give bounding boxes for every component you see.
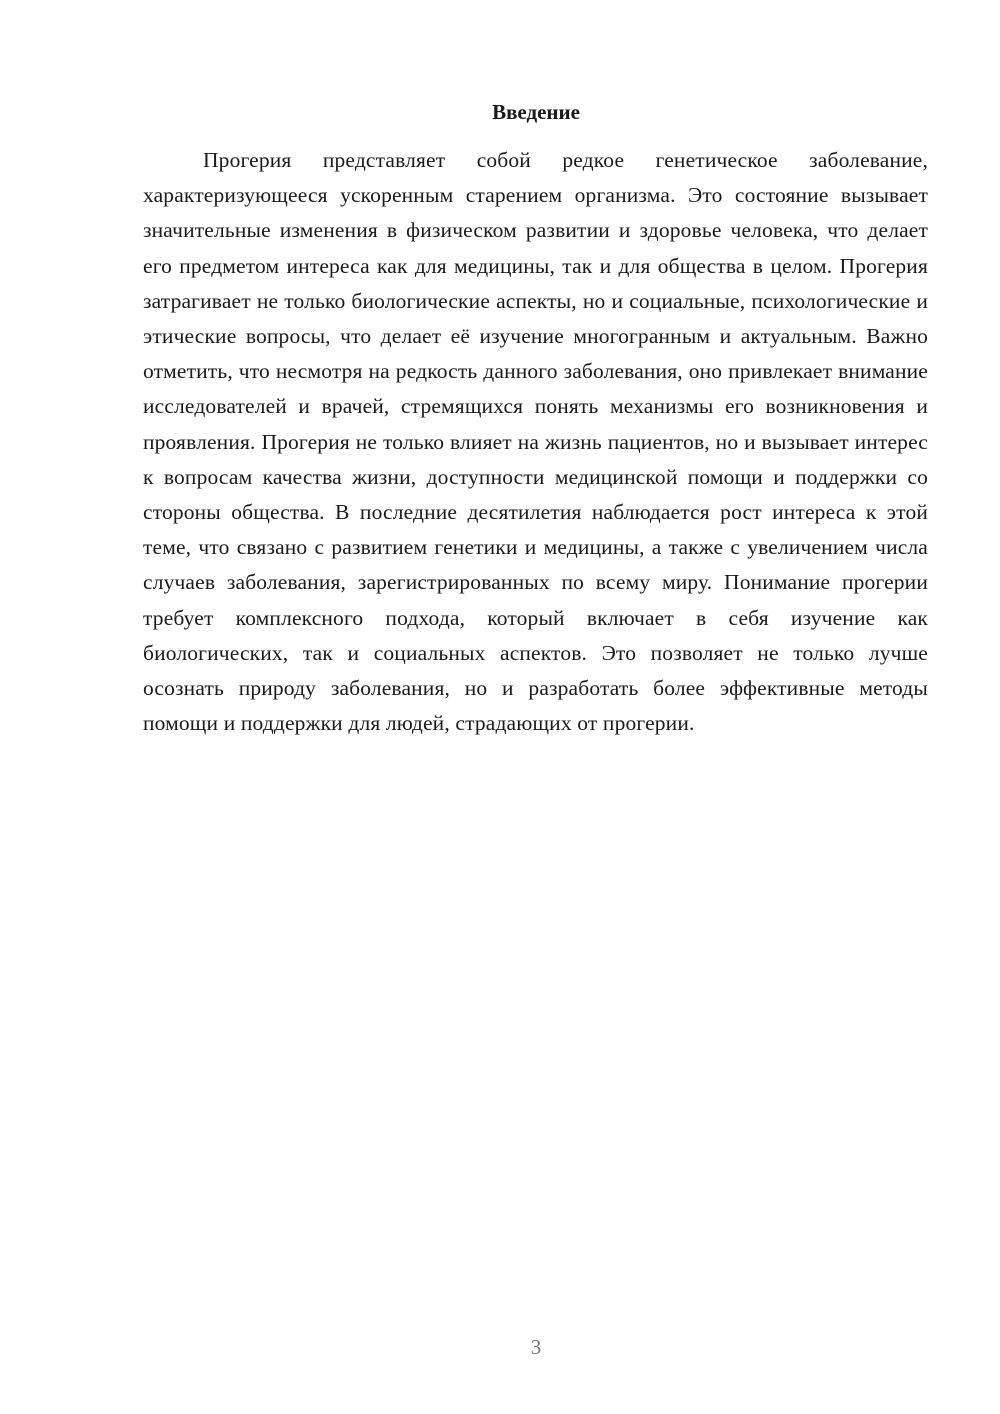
- section-heading: Введение: [492, 100, 580, 124]
- body-paragraph: Прогерия представляет собой редкое генетическое заболевание, характеризующееся ускоренным старением организма. Это состояние вызывает значительные изменения в физическом развитии и здоровье человека, что делает его предметом интереса как для медицины, так и для общества в целом. Прогерия затрагивает не только биологические аспекты, но и социальные, психологические и этические вопросы, что делает её изучение многогранным и актуальным. Важно отметить, что несмотря на редкость данного заболевания, оно привлекает внимание исследователей и врачей, стремящихся понять механизмы его возникновения и проявления. Прогерия не только влияет на жизнь пациентов, но и вызывает интерес к вопросам качества жизни, доступности медицинской помощи и поддержки со стороны общества. В последние десятилетия наблюдается рост интереса к этой теме, что связано с развитием генетики и медицины, а также с увеличением числа случаев заболевания, зарегистрированных по всему миру. Понимание прогерии требует комплексного подхода, который включает в себя изучение как биологических, так и социальных аспектов. Это позволяет не только лучше осознать природу заболевания, но и разработать более эффективные методы помощи и поддержки для людей, страдающих от прогерии.: [143, 148, 928, 736]
- page-number: 3: [530, 1335, 542, 1359]
